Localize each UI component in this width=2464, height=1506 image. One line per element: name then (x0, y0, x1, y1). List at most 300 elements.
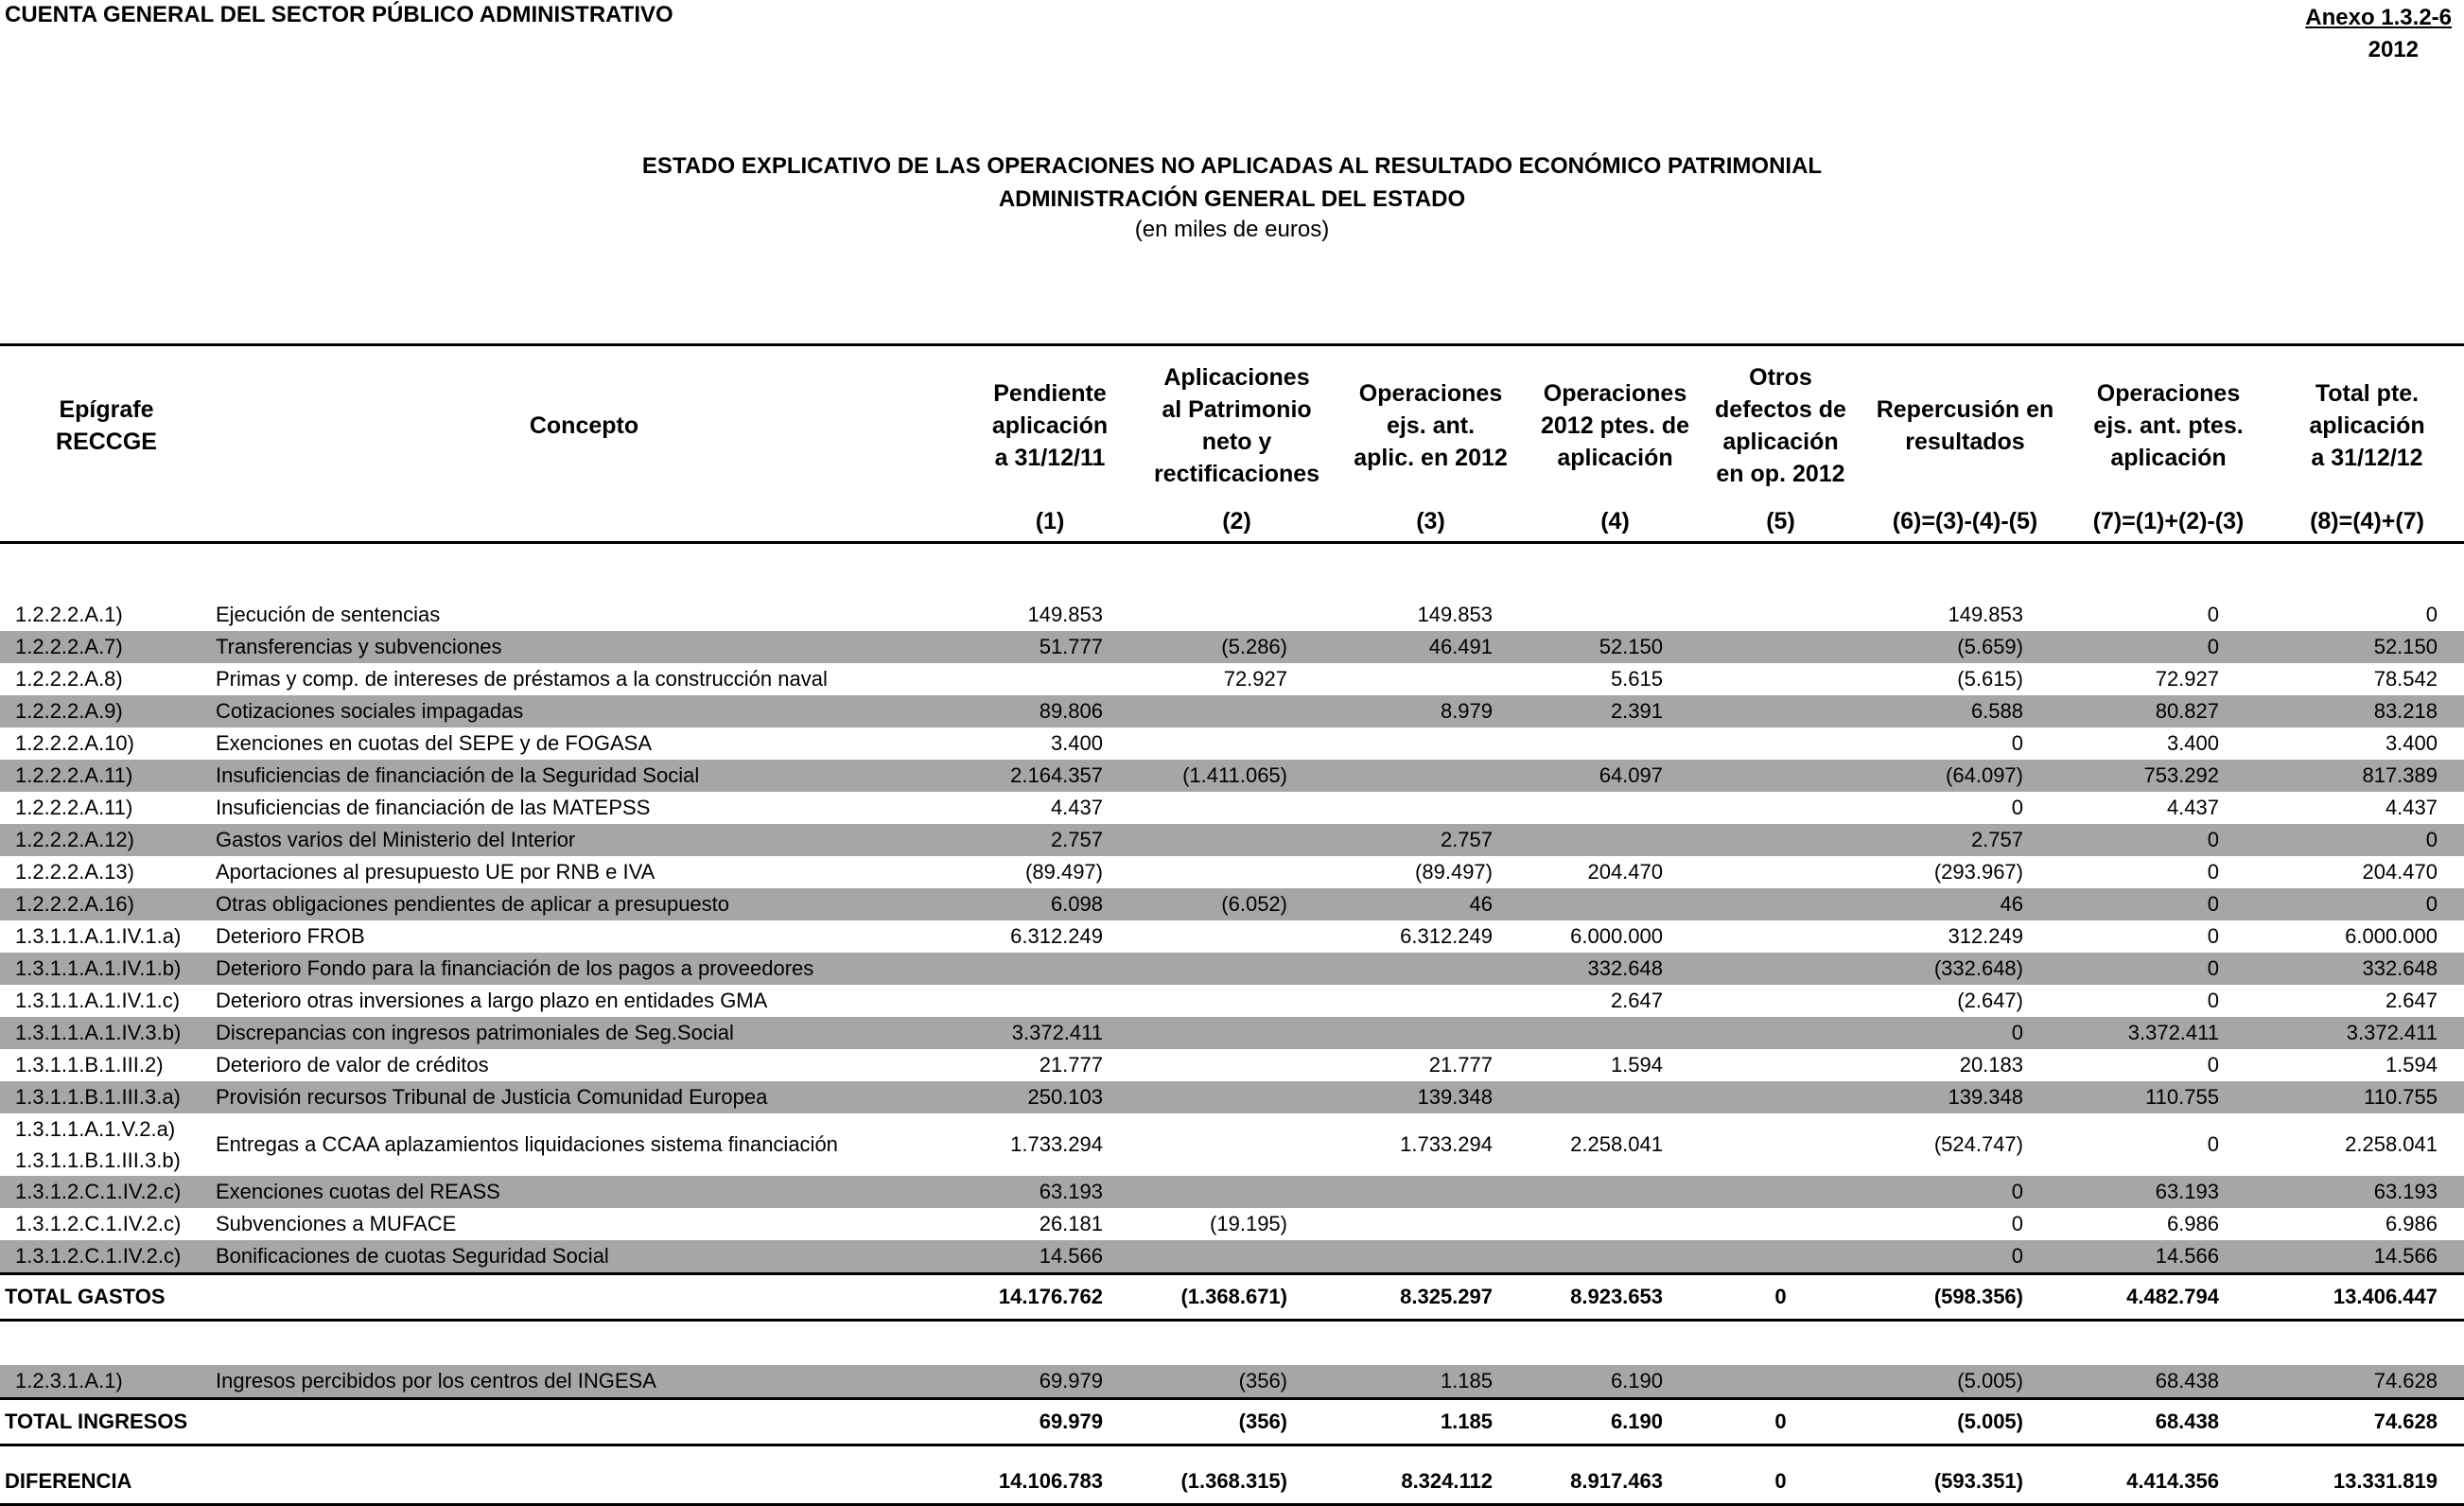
concept-cell: Primas y comp. de intereses de préstamos a la construcción naval (216, 667, 828, 691)
value-cell (1532, 1208, 1698, 1240)
table-row (0, 1365, 2464, 1399)
table-row (0, 695, 2464, 727)
value-cell: 0 (2207, 924, 2219, 948)
epigrafe-cell: 1.3.1.1.A.1.IV.1.b) (0, 953, 213, 985)
value-cell (1698, 920, 1863, 953)
value-cell: 250.103 (955, 1081, 1145, 1113)
col-formula: (5) (1698, 505, 1863, 543)
value-cell (1145, 1176, 1329, 1208)
value-cell (1698, 760, 1863, 792)
annex-label: Anexo 1.3.2-6 (2305, 5, 2452, 30)
col-header-c2-line: rectificaciones (1153, 461, 1320, 487)
value-cell: 332.648 (1532, 953, 1698, 985)
total-value-cell: 69.979 (955, 1399, 1145, 1445)
value-cell: 6.312.249 (1010, 924, 1103, 948)
value-cell: 6.000.000 (2345, 924, 2438, 948)
value-cell (1532, 1081, 1698, 1113)
value-cell: 1.594 (2385, 1053, 2438, 1077)
col-header-c4-line: 2012 ptes. de (1540, 412, 1690, 439)
total-value-cell: 74.628 (2270, 1399, 2464, 1445)
spacer-row (0, 1445, 2464, 1461)
value-cell: 14.566 (955, 1240, 1145, 1274)
col-header-c2-line: al Patrimonio (1162, 396, 1312, 423)
value-cell: 52.150 (1532, 631, 1698, 663)
value-cell (1532, 792, 1698, 824)
table-row (0, 1017, 2464, 1049)
value-cell (1698, 663, 1863, 695)
table-row (0, 1081, 2464, 1113)
annex-year: 2012 (2368, 37, 2419, 62)
value-cell: 0 (2011, 731, 2023, 755)
value-cell: 3.400 (2166, 731, 2219, 755)
value-cell (1532, 888, 1698, 920)
table-row (0, 1240, 2464, 1274)
col-header-epigrafe (0, 345, 213, 506)
col-header-c7-line: aplicación (2110, 445, 2227, 471)
col-formula: (8)=(4)+(7) (2270, 505, 2464, 543)
value-cell (1329, 1017, 1532, 1049)
value-cell (1532, 1017, 1698, 1049)
value-cell: 753.292 (2067, 760, 2270, 792)
value-cell: 3.372.411 (2270, 1017, 2464, 1049)
statement-units: (en miles de euros) (1134, 217, 1330, 242)
value-cell (1698, 888, 1863, 920)
concept-cell: Exenciones cuotas del REASS (213, 1176, 955, 1208)
concept-cell: Ingresos percibidos por los centros del INGESA (213, 1365, 955, 1399)
value-cell (1698, 1113, 1863, 1176)
value-cell: 0 (2067, 824, 2270, 856)
value-cell: 2.258.041 (2345, 1132, 2438, 1156)
total-value-cell: 13.406.447 (2270, 1274, 2464, 1321)
value-cell: 0 (2011, 1212, 2023, 1235)
epigrafe-cell: 1.2.2.2.A.1) (15, 603, 123, 626)
value-cell: 72.927 (2155, 667, 2219, 691)
formula-empty (213, 505, 955, 543)
concept-cell: Entregas a CCAA aplazamientos liquidaciones sistema financiación (216, 1132, 838, 1156)
epigrafe-cell: 1.3.1.2.C.1.IV.2.c) (0, 1240, 213, 1274)
value-cell: (64.097) (1863, 760, 2067, 792)
value-cell: 14.566 (2067, 1240, 2270, 1274)
value-cell (1698, 953, 1863, 985)
value-cell (1698, 856, 1863, 888)
value-cell (1698, 1017, 1863, 1049)
value-cell (1698, 824, 1863, 856)
concept-cell: Deterioro FROB (216, 924, 365, 948)
value-cell: 1.594 (1610, 1053, 1663, 1077)
value-cell (1145, 824, 1329, 856)
total-value-cell: (598.356) (1863, 1274, 2067, 1321)
table-row (0, 631, 2464, 663)
table-row (0, 663, 2464, 695)
value-cell: 2.391 (1532, 695, 1698, 727)
value-cell: 72.927 (1223, 667, 1287, 691)
value-cell: 46.491 (1329, 631, 1532, 663)
value-cell (955, 953, 1145, 985)
value-cell (955, 663, 1145, 695)
value-cell: 149.853 (1417, 603, 1493, 626)
value-cell: 0 (2011, 796, 2023, 819)
value-cell: 0 (2067, 953, 2270, 985)
concept-cell: Otras obligaciones pendientes de aplicar a presupuesto (213, 888, 955, 920)
value-cell: (332.648) (1863, 953, 2067, 985)
value-cell: 204.470 (2362, 860, 2438, 884)
epigrafe-cell: 1.3.1.1.B.1.III.3.a) (0, 1081, 213, 1113)
col-header-c5 (1698, 345, 1863, 506)
statement-titles (0, 149, 2464, 244)
value-cell: 4.437 (2385, 796, 2438, 819)
value-cell: 64.097 (1532, 760, 1698, 792)
concept-cell: Provisión recursos Tribunal de Justicia Comunidad Europea (213, 1081, 955, 1113)
epigrafe-cell: 1.3.1.1.A.1.IV.3.b) (0, 1017, 213, 1049)
col-header-c3-line: aplic. en 2012 (1354, 445, 1508, 471)
total-gastos-row-label: TOTAL GASTOS (0, 1274, 955, 1321)
col-formula: (6)=(3)-(4)-(5) (1863, 505, 2067, 543)
value-cell: 139.348 (1863, 1081, 2067, 1113)
value-cell (1329, 727, 1532, 760)
col-header-c8-line: aplicación (2309, 412, 2425, 439)
epigrafe-cell: 1.2.2.2.A.13) (15, 860, 134, 884)
value-cell: 0 (2425, 603, 2438, 626)
concept-cell: Bonificaciones de cuotas Seguridad Social (213, 1240, 955, 1274)
col-header-c7 (2067, 345, 2270, 506)
table-row (0, 824, 2464, 856)
value-cell (1145, 856, 1329, 888)
table-row (0, 888, 2464, 920)
epigrafe-cell: 1.2.2.2.A.11) (0, 760, 213, 792)
total-value-cell: 1.185 (1329, 1399, 1532, 1445)
col-header-c5-line: Otros (1749, 364, 1812, 391)
value-cell: 817.389 (2270, 760, 2464, 792)
value-cell (1145, 1113, 1329, 1176)
value-cell: 26.181 (1039, 1212, 1103, 1235)
col-formula: (7)=(1)+(2)-(3) (2067, 505, 2270, 543)
total-value-cell: 68.438 (2067, 1399, 2270, 1445)
col-formula: (3) (1329, 505, 1532, 543)
col-header-c7-line: ejs. ant. ptes. (2093, 412, 2244, 439)
total-value-cell: 13.331.819 (2270, 1460, 2464, 1505)
epigrafe-cell: 1.3.1.1.B.1.III.2) (15, 1053, 164, 1077)
table-row (0, 1049, 2464, 1081)
col-header-c4-line: aplicación (1557, 445, 1673, 471)
value-cell: 0 (2207, 1053, 2219, 1077)
total-value-cell: 8.325.297 (1329, 1274, 1532, 1321)
concept-cell: Cotizaciones sociales impagadas (213, 695, 955, 727)
value-cell: 80.827 (2067, 695, 2270, 727)
value-cell (1145, 695, 1329, 727)
value-cell: 0 (1863, 1240, 2067, 1274)
epigrafe-cell: 1.2.3.1.A.1) (0, 1365, 213, 1399)
value-cell (1698, 599, 1863, 631)
table-row (0, 953, 2464, 985)
col-header-c7-line: Operaciones (2096, 380, 2241, 407)
col-header-c2 (1145, 345, 1329, 506)
value-cell: 6.190 (1532, 1365, 1698, 1399)
col-header-c6 (1863, 345, 2067, 506)
spacer-cell (0, 1445, 2464, 1461)
value-cell: 2.164.357 (955, 760, 1145, 792)
statement-entity: ADMINISTRACIÓN GENERAL DEL ESTADO (998, 186, 1466, 212)
col-formula: (4) (1532, 505, 1698, 543)
epigrafe-cell: 1.2.2.2.A.9) (0, 695, 213, 727)
total-value-cell: 6.190 (1532, 1399, 1698, 1445)
operations-table (0, 343, 2464, 1506)
concept-cell: Transferencias y subvenciones (213, 631, 955, 663)
value-cell: 78.542 (2373, 667, 2438, 691)
col-header-c1 (955, 345, 1145, 506)
spacer-row (0, 1321, 2464, 1366)
epigrafe-cell: 1.2.2.2.A.8) (15, 667, 123, 691)
concept-cell: Ejecución de sentencias (216, 603, 441, 626)
value-cell (1698, 1365, 1863, 1399)
formula-empty (0, 505, 213, 543)
value-cell: 3.372.411 (2067, 1017, 2270, 1049)
value-cell: 63.193 (2270, 1176, 2464, 1208)
value-cell (1532, 727, 1698, 760)
value-cell: 6.312.249 (1400, 924, 1493, 948)
col-header-c1-line: aplicación (991, 412, 1109, 439)
col-header-c1-line: a 31/12/11 (994, 445, 1106, 471)
value-cell (1145, 920, 1329, 953)
table-row (0, 599, 2464, 631)
report-title: CUENTA GENERAL DEL SECTOR PÚBLICO ADMINISTRATIVO (5, 2, 673, 27)
table-row (0, 1113, 2464, 1176)
epigrafe-cell: 1.2.2.2.A.10) (15, 731, 134, 755)
spacer-cell (0, 543, 2464, 600)
value-cell: 1.733.294 (1400, 1132, 1493, 1156)
epigrafe-cell: 1.3.1.1.A.1.IV.1.c) (15, 989, 181, 1012)
value-cell (1532, 1240, 1698, 1274)
value-cell (1698, 985, 1863, 1017)
col-header-c8-line: a 31/12/12 (2311, 445, 2423, 471)
value-cell: (89.497) (1025, 860, 1103, 884)
value-cell (1698, 1208, 1863, 1240)
value-cell: 52.150 (2270, 631, 2464, 663)
value-cell (1532, 1176, 1698, 1208)
value-cell: 312.249 (1948, 924, 2023, 948)
concept-cell: Insuficiencias de financiación de la Seguridad Social (213, 760, 955, 792)
value-cell (1698, 695, 1863, 727)
value-cell (1698, 1176, 1863, 1208)
value-cell: (5.659) (1863, 631, 2067, 663)
col-header-c3 (1329, 345, 1532, 506)
col-header-c2-line: neto y (1201, 429, 1272, 455)
value-cell: 3.400 (1050, 731, 1103, 755)
value-cell: 110.755 (2067, 1081, 2270, 1113)
value-cell: 110.755 (2270, 1081, 2464, 1113)
value-cell (1532, 824, 1698, 856)
value-cell (1145, 727, 1329, 760)
table-row (0, 1208, 2464, 1240)
value-cell (1329, 792, 1532, 824)
value-cell: 6.986 (2385, 1212, 2438, 1235)
total-value-cell: 0 (1698, 1274, 1863, 1321)
value-cell: 2.757 (955, 824, 1145, 856)
total-value-cell: 4.482.794 (2067, 1274, 2270, 1321)
value-cell (1329, 953, 1532, 985)
value-cell: 0 (2207, 860, 2219, 884)
total-value-cell: 0 (1698, 1399, 1863, 1445)
value-cell: 83.218 (2270, 695, 2464, 727)
value-cell: 0 (2270, 888, 2464, 920)
value-cell: (2.647) (1957, 989, 2023, 1012)
value-cell (1145, 792, 1329, 824)
value-cell: 2.647 (1610, 989, 1663, 1012)
value-cell (1698, 1081, 1863, 1113)
value-cell: 63.193 (955, 1176, 1145, 1208)
epigrafe-cell: 1.3.1.1.A.1.IV.1.a) (15, 924, 182, 948)
value-cell: 6.588 (1863, 695, 2067, 727)
value-cell (1329, 1208, 1532, 1240)
value-cell (1145, 953, 1329, 985)
diferencia-row (0, 1460, 2464, 1505)
value-cell: 74.628 (2270, 1365, 2464, 1399)
value-cell (1145, 1049, 1329, 1081)
value-cell: 6.000.000 (1570, 924, 1663, 948)
epigrafe-code: 1.3.1.1.A.1.V.2.a) (15, 1117, 176, 1141)
total-value-cell: (1.368.671) (1145, 1274, 1329, 1321)
total-value-cell: (5.005) (1863, 1399, 2067, 1445)
epigrafe-cell: 1.3.1.2.C.1.IV.2.c) (15, 1212, 182, 1235)
value-cell: 1.185 (1329, 1365, 1532, 1399)
concept-cell: Aportaciones al presupuesto UE por RNB e IVA (216, 860, 655, 884)
value-cell: (5.615) (1957, 667, 2023, 691)
col-header-c6-line: resultados (1905, 429, 2025, 455)
total-value-cell: 14.176.762 (955, 1274, 1145, 1321)
col-header-c8-line: Total pte. (2315, 380, 2420, 407)
value-cell (955, 985, 1145, 1017)
value-cell: 14.566 (2270, 1240, 2464, 1274)
value-cell: 8.979 (1329, 695, 1532, 727)
value-cell (1145, 1081, 1329, 1113)
col-formula: (2) (1145, 505, 1329, 543)
value-cell: 4.437 (2166, 796, 2219, 819)
value-cell (1329, 760, 1532, 792)
value-cell: 332.648 (2270, 953, 2464, 985)
value-cell: 0 (2067, 631, 2270, 663)
value-cell: (356) (1145, 1365, 1329, 1399)
spacer-cell (0, 1321, 2464, 1366)
value-cell (1532, 599, 1698, 631)
col-header-c5-line: en op. 2012 (1716, 461, 1845, 487)
value-cell: 0 (1863, 1176, 2067, 1208)
value-cell: 4.437 (1050, 796, 1103, 819)
col-header-c4-line: Operaciones (1543, 380, 1687, 407)
total-ingresos-row-label: TOTAL INGRESOS (0, 1399, 955, 1445)
value-cell: 0 (2207, 603, 2219, 626)
value-cell (1329, 1240, 1532, 1274)
value-cell: 0 (2270, 824, 2464, 856)
value-cell: 0 (2067, 888, 2270, 920)
table-row (0, 727, 2464, 760)
spacer-row (0, 543, 2464, 600)
concept-cell: Deterioro Fondo para la financiación de los pagos a proveedores (213, 953, 955, 985)
value-cell: 2.757 (1329, 824, 1532, 856)
value-cell: 46 (1329, 888, 1532, 920)
value-cell: 21.777 (1428, 1053, 1493, 1077)
value-cell (1698, 1240, 1863, 1274)
value-cell: 20.183 (1959, 1053, 2023, 1077)
value-cell: 0 (2207, 1132, 2219, 1156)
table-row (0, 760, 2464, 792)
col-header-epigrafe-line: Epígrafe (59, 396, 154, 423)
col-header-c4 (1532, 345, 1698, 506)
col-header-c8 (2270, 345, 2464, 506)
total-gastos-row (0, 1274, 2464, 1321)
epigrafe-code: 1.3.1.1.B.1.III.3.b) (15, 1148, 181, 1172)
value-cell: 6.986 (2166, 1212, 2219, 1235)
col-header-concepto: Concepto (213, 345, 955, 506)
table-row (0, 1176, 2464, 1208)
epigrafe-cell: 1.2.2.2.A.11) (15, 796, 133, 819)
value-cell: (293.967) (1933, 860, 2023, 884)
epigrafe-cell: 1.2.2.2.A.12) (0, 824, 213, 856)
col-header-epigrafe-line: RECCGE (56, 429, 157, 455)
value-cell: 5.615 (1610, 667, 1663, 691)
concept-cell: Deterioro de valor de créditos (216, 1053, 489, 1077)
value-cell: (5.286) (1145, 631, 1329, 663)
concept-cell: Exenciones en cuotas del SEPE y de FOGASA (216, 731, 653, 755)
epigrafe-cell: 1.2.2.2.A.16) (0, 888, 213, 920)
total-value-cell: (1.368.315) (1145, 1460, 1329, 1505)
value-cell (1698, 631, 1863, 663)
concept-cell: Deterioro otras inversiones a largo plazo en entidades GMA (216, 989, 768, 1012)
table-row (0, 920, 2464, 953)
value-cell: 0 (2207, 989, 2219, 1012)
epigrafe-cell: 1.2.2.2.A.7) (0, 631, 213, 663)
col-header-c3-line: Operaciones (1358, 380, 1503, 407)
value-cell: 63.193 (2067, 1176, 2270, 1208)
col-header-c3-line: ejs. ant. (1386, 412, 1476, 439)
value-cell (1329, 1176, 1532, 1208)
table-row (0, 856, 2464, 888)
epigrafe-cell: 1.3.1.2.C.1.IV.2.c) (0, 1176, 213, 1208)
table-row (0, 792, 2464, 824)
col-header-c5-line: defectos de (1715, 396, 1846, 423)
value-cell (1145, 1240, 1329, 1274)
value-cell: 149.853 (1948, 603, 2023, 626)
col-header-c6-line: Repercusión en (1876, 396, 2054, 423)
value-cell: (1.411.065) (1145, 760, 1329, 792)
concept-cell: Subvenciones a MUFACE (216, 1212, 457, 1235)
value-cell (1698, 727, 1863, 760)
value-cell (1329, 985, 1532, 1017)
value-cell: 6.098 (955, 888, 1145, 920)
value-cell: (5.005) (1863, 1365, 2067, 1399)
value-cell: 149.853 (1027, 603, 1103, 626)
value-cell: 46 (1863, 888, 2067, 920)
value-cell: (19.195) (1210, 1212, 1287, 1235)
value-cell (1145, 985, 1329, 1017)
col-header-c5-line: aplicación (1722, 429, 1839, 455)
total-value-cell: 8.917.463 (1532, 1460, 1698, 1505)
value-cell (1145, 1017, 1329, 1049)
value-cell: 2.647 (2385, 989, 2438, 1012)
concept-cell: Gastos varios del Ministerio del Interior (213, 824, 955, 856)
col-header-c1-line: Pendiente (993, 380, 1107, 407)
concept-cell: Discrepancias con ingresos patrimoniales de Seg.Social (213, 1017, 955, 1049)
value-cell: 2.258.041 (1570, 1132, 1663, 1156)
value-cell: 1.733.294 (1010, 1132, 1103, 1156)
total-value-cell: 14.106.783 (955, 1460, 1145, 1505)
value-cell: 204.470 (1587, 860, 1663, 884)
value-cell: (6.052) (1145, 888, 1329, 920)
value-cell (1145, 599, 1329, 631)
value-cell (1698, 1049, 1863, 1081)
value-cell: 51.777 (955, 631, 1145, 663)
value-cell: (524.747) (1933, 1132, 2023, 1156)
total-value-cell: 8.324.112 (1329, 1460, 1532, 1505)
col-header-c2-line: Aplicaciones (1163, 364, 1310, 391)
